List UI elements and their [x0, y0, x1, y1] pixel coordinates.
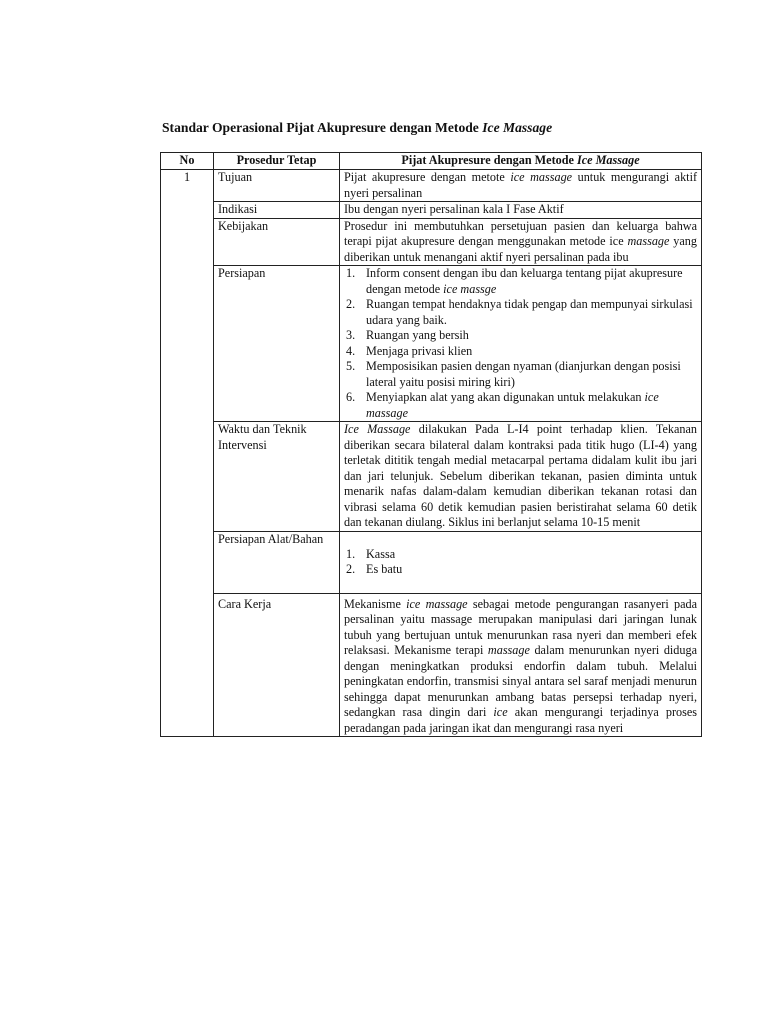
list-item-number: 2. [346, 297, 356, 311]
text-run: yang diberikan untuk menangani aktif nyeri persalinan pada ibu [344, 234, 697, 264]
text-run: Ibu dengan nyeri persalinan kala I Fase Aktif [344, 202, 564, 216]
list-item [344, 390, 697, 421]
list-item [344, 328, 697, 344]
text-run: Es batu [366, 562, 403, 576]
text-run: Menjaga privasi klien [366, 343, 473, 358]
header-no: No [161, 153, 214, 170]
italic-text-run: ice massge [443, 281, 497, 296]
table-row-indikasi [161, 202, 702, 219]
label-tujuan: Tujuan [214, 170, 340, 202]
table-row-kebijakan [161, 218, 702, 266]
list-item [344, 359, 697, 390]
label-kebijakan: Kebijakan [214, 218, 340, 266]
list-item [344, 547, 697, 563]
text-run: akan mengurangi terjadinya proses peradangan pada jaringan ikat dan mengurangi rasa nyeri [344, 705, 697, 735]
persiapan-list [344, 266, 697, 421]
label-cara-kerja: Cara Kerja [214, 593, 340, 737]
label-waktu-teknik: Waktu dan Teknik Intervensi [214, 422, 340, 532]
italic-text-run: massage [487, 643, 530, 657]
text-run: Ruangan tempat hendaknya tidak pengap dan mempunyai sirkulasi udara yang baik. [366, 297, 693, 327]
italic-text-run: Ice Massage [482, 120, 553, 135]
text-run: dilakukan Pada L-I4 point terhadap klien. Tekanan diberikan secara bilateral dalam kontraksi pada titik hugo (LI-4) yang terletak dititik tengah medial metacarpal pertama didalam kulit ibu jari dan jari telunjuk. Sebelum diberikan tekanan, pasien diminta untuk menarik nafas dalam-dalam kemudian diberikan tekanan rotasi dan vibrasi selama 60 detik kemudian pasien beristirahat selama 60 detik dan tekanan diulang. Siklus ini berlanjut selama 10-15 menit [344, 422, 697, 529]
text-run: dalam menurunkan nyeri diduga dengan meningkatkan produksi endorfin dalam tubuh. Melalui peningkatan endorfin, transmisi sinyal antara sel saraf menjadi menurun sehingga dapat menurunkan ambang batas persepsi terhadap nyeri, sedangkan rasa dingin dari [344, 643, 697, 719]
italic-text-run: ice massage [510, 170, 573, 184]
list-item-number: 5. [346, 359, 356, 373]
text-run: Prosedur ini membutuhkan persetujuan pasien dan keluarga bahwa terapi pijat akupresure dengan menggunakan metode ice [344, 218, 697, 248]
sop-table [160, 152, 702, 737]
alat-bahan-list [344, 547, 697, 578]
list-item-number: 6. [346, 390, 356, 404]
italic-text-run: ice [493, 705, 508, 719]
content-tujuan [340, 170, 702, 202]
table-row-tujuan [161, 170, 702, 202]
content-persiapan [340, 266, 702, 422]
table-header-row [161, 153, 702, 170]
content-alat-bahan [340, 531, 702, 593]
table-row-persiapan [161, 266, 702, 422]
list-item [344, 266, 697, 297]
content-kebijakan [340, 218, 702, 266]
text-run: Pijat Akupresure dengan Metode [401, 153, 577, 167]
content-waktu-teknik [340, 422, 702, 532]
list-item-number: 1. [346, 266, 356, 280]
list-item [344, 344, 697, 360]
text-run: sebagai metode pengurangan rasanyeri pada persalinan yaitu massage merupakan manipulasi dari jaringan lunak tubuh yang bertujuan untuk menurunkan rasa nyeri dan memberi efek relaksasi. Mekanisme terapi [344, 596, 697, 657]
row-number: 1 [161, 170, 214, 737]
content-indikasi [340, 202, 702, 219]
text-run: Standar Operasional Pijat Akupresure dengan Metode [162, 120, 483, 135]
text-run: Ruangan yang bersih [366, 328, 469, 342]
italic-text-run: Ice Massage [576, 153, 640, 167]
table-row-cara-kerja [161, 593, 702, 737]
text-run: Mekanisme [344, 596, 407, 611]
table-row-alat-bahan [161, 531, 702, 593]
italic-text-run: ice massage [366, 390, 659, 420]
label-persiapan: Persiapan [214, 266, 340, 422]
list-item [344, 297, 697, 328]
text-run: Pijat akupresure dengan metote [344, 170, 511, 184]
header-description [340, 153, 702, 170]
table-row-waktu-teknik [161, 422, 702, 532]
list-item-number: 3. [346, 328, 356, 342]
italic-text-run: Ice Massage [344, 422, 411, 436]
italic-text-run: massage [627, 234, 670, 248]
text-run: Menyiapkan alat yang akan digunakan untuk melakukan [366, 390, 645, 404]
header-prosedur-tetap: Prosedur Tetap [214, 153, 340, 170]
content-cara-kerja [340, 593, 702, 737]
list-item-number: 2. [346, 562, 356, 576]
text-run: Inform consent dengan ibu dan keluarga tentang pijat akupresure dengan metode [366, 266, 683, 296]
list-item-number: 1. [346, 546, 356, 561]
label-indikasi: Indikasi [214, 202, 340, 219]
text-run: Memposisikan pasien dengan nyaman (dianjurkan dengan posisi lateral yaitu posisi miring kiri) [366, 359, 681, 389]
list-item-number: 4. [346, 343, 356, 358]
text-run: Kassa [366, 546, 396, 561]
text-run: untuk mengurangi aktif nyeri persalinan [344, 170, 698, 200]
document-title [162, 120, 722, 136]
spacer [344, 532, 697, 547]
italic-text-run: ice massage [406, 596, 468, 611]
label-alat-bahan: Persiapan Alat/Bahan [214, 531, 340, 593]
list-item [344, 562, 697, 578]
